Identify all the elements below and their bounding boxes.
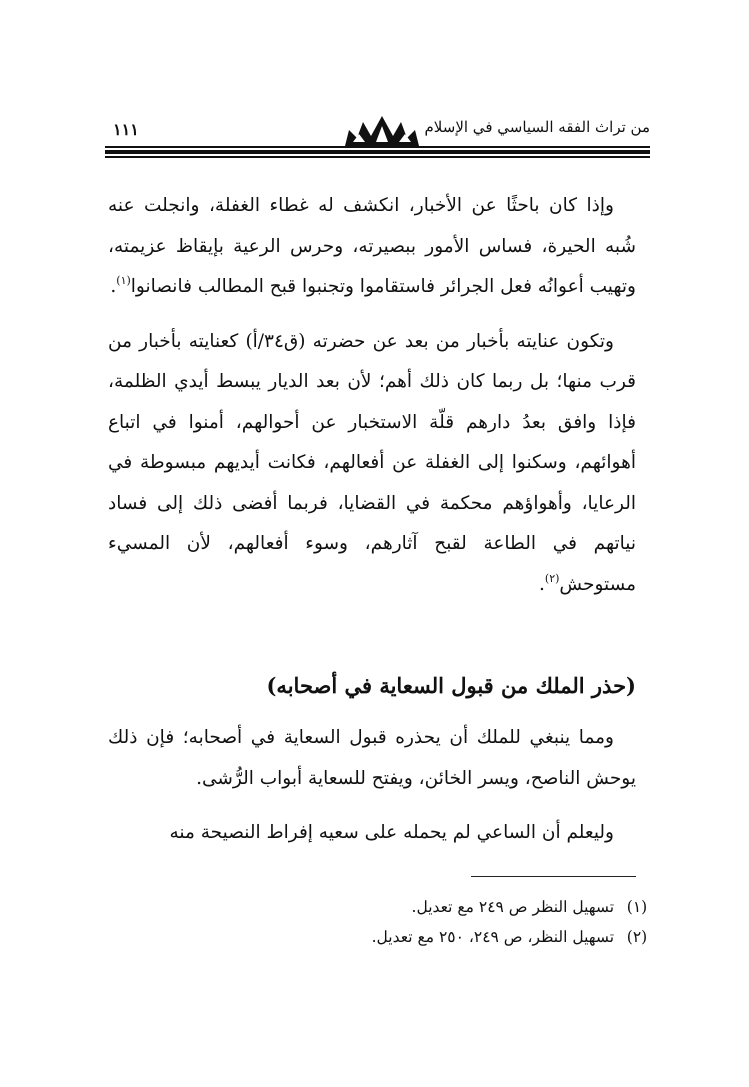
running-header [105,110,650,162]
paragraph-2: وتكون عنايته بأخبار من بعد عن حضرته (ق٣٤/أ) كعنايته بأخبار من قرب منها؛ بل ربما كان ذلك أهم؛ لأن بعد الديار يبسط أيدي الظلمة، فإذا وافق بعدُ دارهم قلّة الاستخبار عن أحوالهم، أمنوا في اتباع أهوائهم، وسكنوا إلى الغفلة عن أفعالهم، فكانت أيديهم مبسوطة في الرعايا، وأهواؤهم محكمة في القضايا، فربما أفضى ذلك إلى فساد نياتهم في الطاعة لقبح آثارهم، وسوء أفعالهم، لأن المسيء مستوحش$^{(٢)}$. [108,330,636,595]
footnote-number: (٢) [626,928,648,946]
crown-ornament [343,112,421,148]
page-number: ١١١ [113,120,139,139]
footnote-text: تسهيل النظر، ص ٢٤٩، ٢٥٠ مع تعديل. [371,928,615,946]
footnotes [300,892,655,952]
footnote-1 [300,892,655,922]
header-rule [105,146,650,158]
section-heading: (حذر الملك من قبول السعاية في أصحابه) [266,673,636,698]
main-text-continued [108,718,636,854]
footnote-ref-2[interactable]: (٢) [544,571,560,585]
main-text [108,186,636,605]
footnote-number: (١) [626,898,648,916]
footnote-2 [300,922,655,952]
footnote-ref-1[interactable]: (١) [116,274,131,287]
footnote-text: تسهيل النظر ص ٢٤٩ مع تعديل. [411,898,615,916]
footnote-separator [471,876,636,877]
paragraph-1: وإذا كان باحثًا عن الأخبار، انكشف له غطاء الغفلة، وانجلت عنه شُبه الحيرة، فساس الأمور ببصيرته، وحرس الرعية بإيقاظ عزيمته، وتهيب أعوانُه فعل الجرائر فاستقاموا وتجنبوا قبح المطالب فانصانوا$^{(١)}$. [108,195,636,297]
paragraph-3: ومما ينبغي للملك أن يحذره قبول السعاية في أصحابه؛ فإن ذلك يوحش الناصح، ويسر الخائن، ويفتح للسعاية أبواب الرُّشى. [108,727,636,789]
paragraph-4: وليعلم أن الساعي لم يحمله على سعيه إفراط النصيحة منه [169,822,614,843]
running-title: من تراث الفقه السياسي في الإسلام [424,118,650,136]
